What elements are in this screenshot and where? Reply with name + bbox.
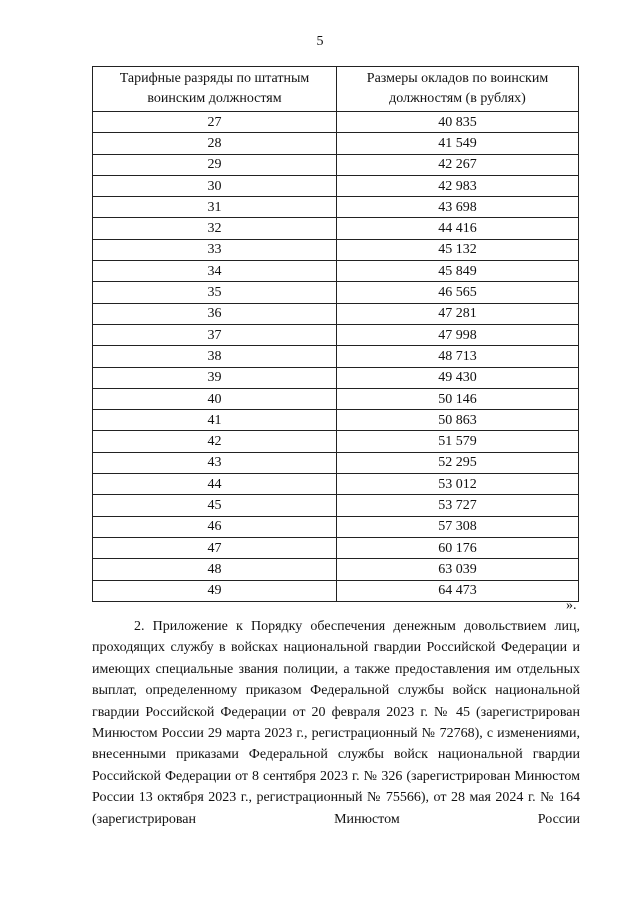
table-header-row — [93, 67, 579, 112]
salary-cell: 43 698 — [337, 197, 579, 218]
table-row — [93, 474, 579, 495]
table-row — [93, 346, 579, 367]
salary-cell: 63 039 — [337, 559, 579, 580]
tariff-grade-cell: 36 — [93, 303, 337, 324]
table-row — [93, 218, 579, 239]
tariff-grade-cell: 41 — [93, 410, 337, 431]
salary-cell: 49 430 — [337, 367, 579, 388]
tariff-grade-cell: 27 — [93, 112, 337, 133]
tariff-grade-cell: 28 — [93, 133, 337, 154]
table-row — [93, 239, 579, 260]
table-row — [93, 388, 579, 409]
salary-cell: 42 983 — [337, 175, 579, 196]
table-row — [93, 112, 579, 133]
tariff-grade-cell: 46 — [93, 516, 337, 537]
table-row — [93, 495, 579, 516]
tariff-grade-cell: 37 — [93, 324, 337, 345]
table-row — [93, 431, 579, 452]
table-row — [93, 154, 579, 175]
tariff-grade-cell: 35 — [93, 282, 337, 303]
page-number: 5 — [316, 34, 324, 49]
table-row — [93, 367, 579, 388]
table-row — [93, 324, 579, 345]
salary-table — [92, 66, 579, 602]
salary-cell: 52 295 — [337, 452, 579, 473]
tariff-grade-cell: 45 — [93, 495, 337, 516]
tariff-grade-cell: 30 — [93, 175, 337, 196]
table-row — [93, 452, 579, 473]
closing-quote: ». — [566, 598, 577, 613]
table-row — [93, 559, 579, 580]
salary-cell: 48 713 — [337, 346, 579, 367]
tariff-grade-cell: 33 — [93, 239, 337, 260]
tariff-grade-cell: 44 — [93, 474, 337, 495]
table-row — [93, 303, 579, 324]
tariff-grade-cell: 40 — [93, 388, 337, 409]
tariff-grade-cell: 43 — [93, 452, 337, 473]
salary-cell: 45 849 — [337, 261, 579, 282]
salary-cell: 50 146 — [337, 388, 579, 409]
column-header-salary: Размеры окладов по воинским должностям (в рублях) — [337, 67, 579, 112]
tariff-grade-cell: 32 — [93, 218, 337, 239]
table-row — [93, 580, 579, 601]
body-paragraph: 2. Приложение к Порядку обеспечения денежным довольствием лиц, проходящих службу в войсках национальной гвардии Российской Федерации и имеющих специальные звания полиции, а также предоставления им отдельных выплат, определенному приказом Федеральной службы войск национальной гвардии Российской Федерации от 20 февраля 2023 г. № 45 (зарегистрирован Минюстом России 29 марта 2023 г., регистрационный № 72768), с изменениями, внесенными приказами Федеральной службы войск национальной гвардии Российской Федерации от 8 сентября 2023 г. № 326 (зарегистрирован Минюстом России 13 октября 2023 г., регистрационный № 75566), от 28 мая 2024 г. № 164 (зарегистрирован Минюстом России — [92, 619, 580, 827]
table-row — [93, 282, 579, 303]
tariff-grade-cell: 29 — [93, 154, 337, 175]
table-header — [93, 67, 579, 112]
column-header-tariff-grade: Тарифные разряды по штатным воинским должностям — [93, 67, 337, 112]
salary-cell: 45 132 — [337, 239, 579, 260]
tariff-grade-cell: 38 — [93, 346, 337, 367]
salary-cell: 50 863 — [337, 410, 579, 431]
table-row — [93, 133, 579, 154]
salary-cell: 41 549 — [337, 133, 579, 154]
salary-cell: 60 176 — [337, 537, 579, 558]
salary-cell: 51 579 — [337, 431, 579, 452]
salary-cell: 53 012 — [337, 474, 579, 495]
tariff-grade-cell: 48 — [93, 559, 337, 580]
table-row — [93, 261, 579, 282]
table-row — [93, 197, 579, 218]
tariff-grade-cell: 47 — [93, 537, 337, 558]
tariff-grade-cell: 39 — [93, 367, 337, 388]
table-row — [93, 537, 579, 558]
salary-cell: 40 835 — [337, 112, 579, 133]
table-row — [93, 516, 579, 537]
tariff-grade-cell: 34 — [93, 261, 337, 282]
salary-cell: 53 727 — [337, 495, 579, 516]
salary-cell: 42 267 — [337, 154, 579, 175]
salary-cell: 46 565 — [337, 282, 579, 303]
salary-cell: 47 281 — [337, 303, 579, 324]
salary-cell: 57 308 — [337, 516, 579, 537]
salary-cell: 44 416 — [337, 218, 579, 239]
tariff-grade-cell: 31 — [93, 197, 337, 218]
tariff-grade-cell: 49 — [93, 580, 337, 601]
tariff-grade-cell: 42 — [93, 431, 337, 452]
table-row — [93, 410, 579, 431]
table-body — [93, 112, 579, 602]
salary-cell: 64 473 — [337, 580, 579, 601]
salary-cell: 47 998 — [337, 324, 579, 345]
table-row — [93, 175, 579, 196]
